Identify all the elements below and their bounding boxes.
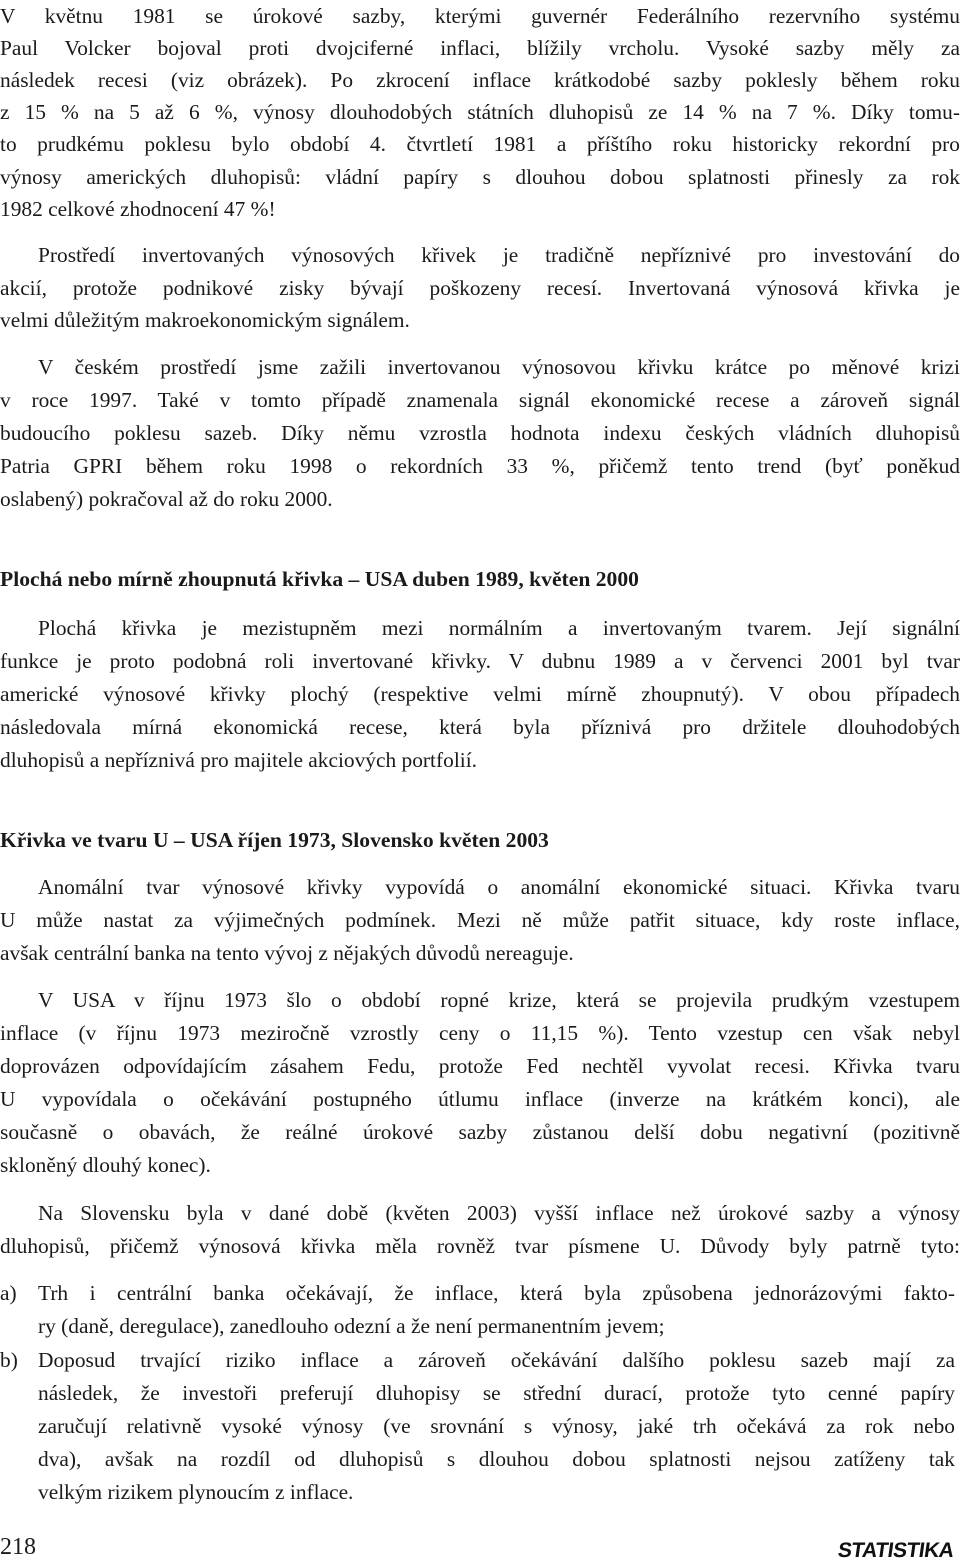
text-line: U vypovídala o očekávání postupného útlumu inflace (inverze na krátkém konci), ale <box>0 1087 960 1111</box>
text-line: následovala mírná ekonomická recese, která byla příznivá pro držitele dlouhodobých <box>0 715 960 739</box>
list-item-text: Doposud trvající riziko inflace a zároveň očekávání dalšího poklesu sazeb mají za <box>38 1348 955 1372</box>
text-line: Na Slovensku byla v dané době (květen 2003) vyšší inflace než úrokové sazby a výnosy <box>38 1201 960 1225</box>
list-item-text: dva), avšak na rozdíl od dluhopisů s dlouhou dobou splatnosti nejsou zatíženy tak <box>38 1447 955 1471</box>
brand-logo: STATISTIKA <box>836 1539 956 1562</box>
text-line: velmi důležitým makroekonomickým signálem. <box>0 308 410 332</box>
text-line: budoucího poklesu sazeb. Díky němu vzrostla hodnota indexu českých vládních dluhopisů <box>0 421 960 445</box>
text-line: 1982 celkové zhodnocení 47 %! <box>0 197 276 221</box>
text-line: Anomální tvar výnosové křivky vypovídá o anomální ekonomické situaci. Křivka tvaru <box>38 875 960 899</box>
text-line: funkce je proto podobná roli invertované křivky. V dubnu 1989 a v červenci 2001 byl tvar <box>0 649 960 673</box>
text-line: dluhopisů a nepříznivá pro majitele akciových portfolií. <box>0 748 477 772</box>
text-line: oslabený) pokračoval až do roku 2000. <box>0 487 333 511</box>
text-line: inflace (v říjnu 1973 meziročně vzrostly ceny o 11,15 %). Tento vzestup cen však nebyl <box>0 1021 960 1045</box>
text-line: skloněný dlouhý konec). <box>0 1153 211 1177</box>
text-line: současně o obavách, že reálné úrokové sazby zůstanou delší dobu negativní (pozitivně <box>0 1120 960 1144</box>
text-line: akcií, protože podnikové zisky bývají poškozeny recesí. Invertovaná výnosová křivka je <box>0 276 960 300</box>
text-line: V USA v říjnu 1973 šlo o období ropné krize, která se projevila prudkým vzestupem <box>38 988 960 1012</box>
text-line: americké výnosové křivky plochý (respektive velmi mírně zhoupnutý). V obou případech <box>0 682 960 706</box>
text-line: to prudkému poklesu bylo období 4. čtvrtletí 1981 a příštího roku historicky rekordní pro <box>0 132 960 156</box>
text-line: výnosy amerických dluhopisů: vládní papíry s dlouhou dobou splatnosti přinesly za rok <box>0 165 960 189</box>
text-line: následek recesi (viz obrázek). Po zkrocení inflace krátkodobé sazby poklesly během roku <box>0 68 960 92</box>
list-item-text: ry (daně, deregulace), zanedlouho odezní a že není permanentním jevem; <box>38 1314 665 1338</box>
text-line: V českém prostředí jsme zažili invertovanou výnosovou křivku krátce po měnové krizi <box>38 355 960 379</box>
list-item-text: Trh i centrální banka očekávají, že inflace, která byla způsobena jednorázovými fakto- <box>38 1281 955 1305</box>
text-line: Plochá křivka je mezistupněm mezi normálním a invertovaným tvarem. Její signální <box>38 616 960 640</box>
text-line: v roce 1997. Také v tomto případě znamenala signál ekonomické recese a zároveň signál <box>0 388 960 412</box>
section-heading: Křivka ve tvaru U – USA říjen 1973, Slovensko květen 2003 <box>0 828 549 852</box>
list-marker: b) <box>0 1348 18 1372</box>
text-line: dluhopisů, přičemž výnosová křivka měla rovněž tvar písmene U. Důvody byly patrně tyto: <box>0 1234 960 1258</box>
section-heading: Plochá nebo mírně zhoupnutá křivka – USA duben 1989, květen 2000 <box>0 567 639 591</box>
text-line: avšak centrální banka na tento vývoj z nějakých důvodů nereaguje. <box>0 941 574 965</box>
page-number: 218 <box>0 1534 36 1560</box>
list-item-text: následek, že investoři preferují dluhopisy se střední durací, protože tyto cenné papíry <box>38 1381 955 1405</box>
text-line: doprovázen odpovídajícím zásahem Fedu, protože Fed nechtěl vyvolat recesi. Křivka tvaru <box>0 1054 960 1078</box>
text-line: V květnu 1981 se úrokové sazby, kterými guvernér Federálního rezervního systému <box>0 4 960 28</box>
text-line: Paul Volcker bojoval proti dvojciferné inflaci, blížily vrcholu. Vysoké sazby měly za <box>0 36 960 60</box>
text-line: Patria GPRI během roku 1998 o rekordních 33 %, přičemž tento trend (byť poněkud <box>0 454 960 478</box>
text-line: Prostředí invertovaných výnosových křivek je tradičně nepříznivé pro investování do <box>38 243 960 267</box>
text-line: z 15 % na 5 až 6 %, výnosy dlouhodobých státních dluhopisů ze 14 % na 7 %. Díky tomu- <box>0 100 960 124</box>
list-item-text: velkým rizikem plynoucím z inflace. <box>38 1480 354 1504</box>
text-line: U může nastat za výjimečných podmínek. Mezi ně může patřit situace, kdy roste inflace, <box>0 908 960 932</box>
list-marker: a) <box>0 1281 17 1305</box>
list-item-text: zaručují relativně vysoké výnosy (ve srovnání s výnosy, jaké trh očekává za rok nebo <box>38 1414 955 1438</box>
